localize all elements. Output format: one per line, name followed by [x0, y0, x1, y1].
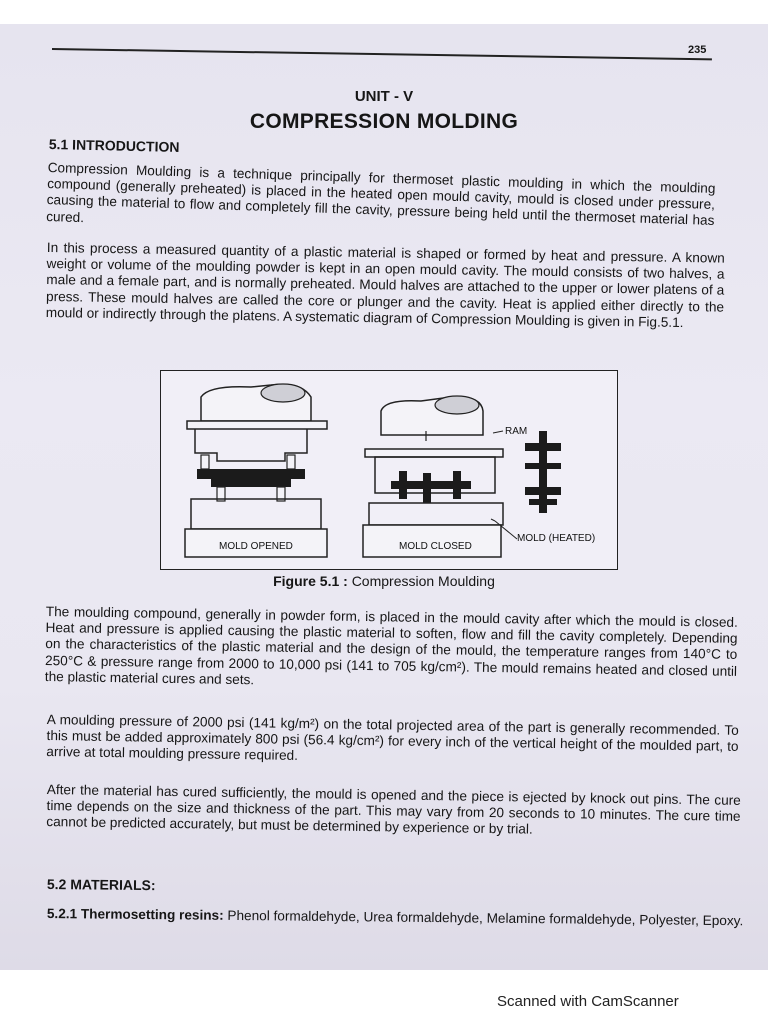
mold-opened-drawing [185, 384, 327, 557]
chapter-title: COMPRESSION MOLDING [249, 110, 519, 133]
intro-paragraph-2: In this process a measured quantity of a plastic material is shaped or formed by heat and pressure. A known weight or volume of the moulding powder is kept in an open mould cavity. The mould consists of two halves, a male and a female part, and is normally preheated. Mould halves are attached to the upper or lower platens of a press. These mould halves are called the core or plunger and the cavity. Heat is applied either directly to the mould or indirectly through the platens. A systematic diagram of Compression Moulding is given in Fig.5.1. [45, 240, 725, 330]
section-heading-introduction: 5.1 INTRODUCTION [48, 136, 180, 155]
body-paragraph-3: The moulding compound, generally in powder form, is placed in the mould cavity after which the mould is closed. Heat and pressure is applied causing the plastic material to soften, flow and fill the cavity completely. Depending on the characteristics of the plastic material and the design of the mould, the temperature ranges from 140°C to 250°C & pressure range from 2000 to 10,000 psi (141 to 705 kg/cm²). The mould remains heated and closed until the plastic material cures and sets. [44, 604, 738, 688]
camscanner-watermark: Scanned with CamScanner [497, 993, 679, 1010]
unit-heading: UNIT - V [354, 88, 414, 105]
figure-caption-number: Figure 5.1 : [273, 573, 348, 589]
header-rule [52, 48, 712, 60]
figure-compression-moulding [160, 370, 618, 570]
thermosetting-resins-list: Phenol formaldehyde, Urea formaldehyde, Melamine formaldehyde, Polyester, Epoxy. [227, 907, 744, 929]
page-number: 235 [688, 44, 707, 56]
mould-diagram [161, 371, 617, 569]
figure-caption [0, 573, 768, 589]
label-ram: RAM [505, 426, 528, 437]
figure-caption-text: Compression Moulding [351, 573, 495, 589]
scanned-page [0, 24, 768, 970]
label-mold-opened: MOLD OPENED [219, 541, 293, 552]
label-mold-closed: MOLD CLOSED [399, 541, 472, 552]
materials-paragraph [47, 906, 745, 930]
section-heading-materials: 5.2 MATERIALS: [46, 876, 156, 894]
heated-mold-detail [491, 431, 561, 539]
top-margin [0, 0, 768, 24]
thermosetting-resins-heading: 5.2.1 Thermosetting resins: [46, 906, 224, 923]
body-paragraph-5: After the material has cured sufficiently, the mould is opened and the piece is ejected by knock out pins. The cure time depends on the size and thickness of the part. This may vary from 20 seconds to 10 minutes. The cure time cannot be predicted accurately, but must be determined by experience or by trial. [46, 782, 741, 838]
mold-closed-drawing [363, 396, 503, 557]
label-mold-heated: MOLD (HEATED) [517, 533, 596, 544]
body-paragraph-4: A moulding pressure of 2000 psi (141 kg/m²) on the total projected area of the part is generally recommended. To this must be added approximately 800 psi (56.4 kg/cm²) for every inch of the vertical height of the moulded part, to arrive at total moulding pressure required. [46, 712, 739, 764]
intro-paragraph-1: Compression Moulding is a technique principally for thermoset plastic moulding in which the moulding compound (generally preheated) is placed in the heated open mould cavity, mould is closed under pressure, causing the material to flow and completely fill the cavity, pressure being held until the thermoset material has cured. [46, 160, 716, 229]
